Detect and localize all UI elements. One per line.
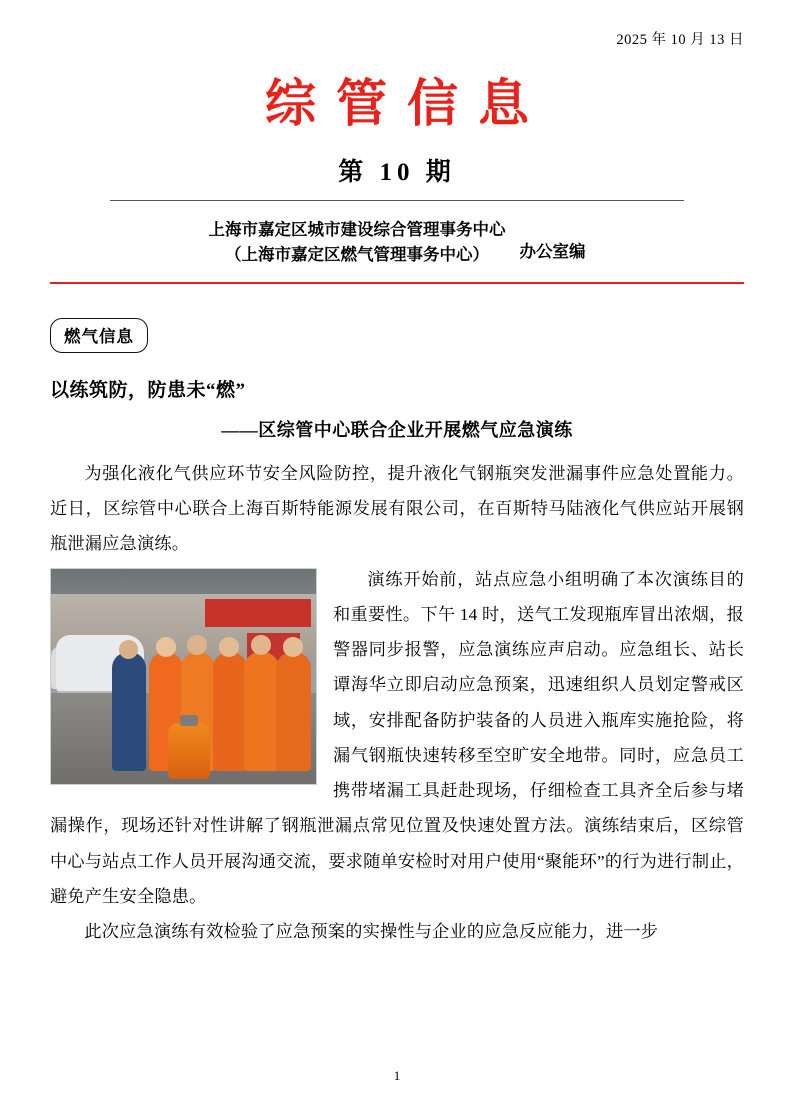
article-subheadline: ——区综管中心联合企业开展燃气应急演练 [221, 419, 573, 440]
photo-person-worker-3 [213, 652, 247, 770]
article-body [50, 456, 744, 950]
organization-suffix: 办公室编 [519, 242, 586, 262]
organization-names [209, 217, 506, 268]
page-number: 1 [393, 1068, 401, 1083]
photo-gas-cylinder [168, 723, 210, 779]
photo-banner [205, 599, 311, 627]
section-tag: 燃气信息 [50, 318, 148, 353]
photo-gas-cylinder-valve [180, 715, 199, 726]
photo-head-1 [119, 640, 139, 659]
masthead-title: 综管信息 [264, 74, 549, 134]
drill-photo [50, 568, 317, 785]
paragraph-2: 演练开始前，站点应急小组明确了本次演练目的和重要性。下午 14 时，送气工发现瓶库冒出浓烟，报警器同步报警，应急演练应声启动。应急组长、站长谭海华立即启动应急预案，迅速组织人员划定警戒区域，安排配备防护装备的人员进入瓶库实施抢险，将漏气钢瓶快速转移至空旷安全地带。同时，应急员工携带堵漏工具赶赴现场，仔细检查工具齐全后参与堵漏操作，现场还针对性讲解了钢瓶泄漏点常见位置及快速处置方法。演练结束后，区综管中心与站点工作人员开展沟通交流，要求随单安检时对用户使用“聚能环”的行为进行制止，避免产生安全隐患。 [50, 569, 744, 906]
paragraph-3: 此次应急演练有效检验了应急预案的实操性与企业的应急反应能力，进一步 [84, 922, 659, 942]
photo-person-worker-4 [244, 652, 278, 770]
header-divider [110, 200, 684, 201]
photo-person-worker-5 [276, 652, 310, 770]
organization-line-1: 上海市嘉定区城市建设综合管理事务中心 [208, 219, 506, 239]
photo-person-inspector [112, 652, 146, 770]
photo-head-5 [251, 635, 271, 654]
article-headline: 以练筑防，防患未“燃” [50, 379, 246, 401]
red-divider [50, 282, 744, 284]
paragraph-1: 为强化液化气供应环节安全风险防控，提升液化气钢瓶突发泄漏事件应急处置能力。近日，区综管中心联合上海百斯特能源发展有限公司，在百斯特马陆液化气供应站开展钢瓶泄漏应急演练。 [50, 463, 744, 554]
photo-head-6 [283, 637, 303, 656]
document-date: 2025 年 10 月 13 日 [616, 32, 744, 48]
photo-head-3 [187, 635, 207, 654]
issue-number: 第 10 期 [338, 158, 456, 186]
photo-head-4 [219, 637, 239, 656]
photo-head-2 [156, 637, 176, 656]
organization-line-2: （上海市嘉定区燃气管理事务中心） [225, 245, 489, 265]
paragraph-2-wrap [50, 562, 744, 915]
organization-block [50, 217, 744, 268]
